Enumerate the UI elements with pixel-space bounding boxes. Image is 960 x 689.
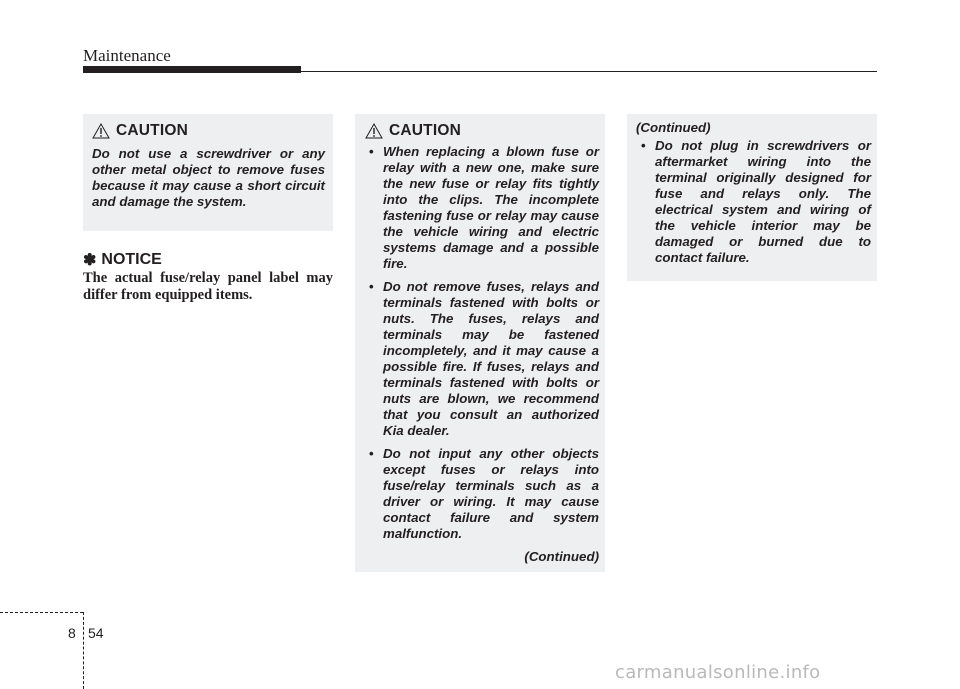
chapter-number: 8 — [68, 625, 76, 641]
caution-bullet-list — [361, 144, 599, 542]
list-item: • Do not input any other objects except fuses or relays into fuse/relay terminals such as a driver or wiring. It may cause contact failure and system malfunction. — [361, 446, 599, 542]
continued-label: (Continued) — [636, 120, 711, 135]
footer-divider — [83, 612, 84, 689]
caution-bullet-list — [633, 138, 871, 266]
warning-triangle-icon — [92, 123, 110, 139]
footer-rule — [0, 612, 83, 613]
page-header-title: Maintenance — [83, 46, 171, 65]
asterisk-icon: ✽ — [83, 252, 97, 269]
caution-text: Do not use a screwdriver or any other metal object to remove fuses because it may cause a short circuit and damage the system. — [92, 146, 325, 209]
caution-box-screwdriver — [83, 114, 333, 231]
caution-box-fuse-replacement — [355, 114, 605, 572]
caution-box-continued — [627, 114, 877, 281]
continued-label: (Continued) — [524, 549, 599, 564]
caution-title: CAUTION — [389, 122, 462, 139]
header-rule — [301, 71, 877, 72]
watermark: carmanualsonline.info — [615, 662, 821, 683]
caution-title: CAUTION — [116, 122, 189, 139]
list-item: • When replacing a blown fuse or relay with a new one, make sure the new fuse or relay fits tightly into the clips. The incomplete fastening fuse or relay may cause the vehicle wiring and electric systems damage and a possible fire. — [361, 144, 599, 272]
caution-heading — [361, 122, 599, 140]
header-bar — [83, 66, 301, 73]
notice-text: The actual fuse/relay panel label may differ from equipped items. — [83, 270, 333, 303]
page-number: 54 — [88, 625, 104, 641]
notice-heading — [83, 250, 162, 270]
notice-title: NOTICE — [101, 251, 162, 268]
list-item: • Do not plug in screwdrivers or aftermarket wiring into the terminal originally designed for fuse and relays only. The electrical system and wiring of the vehicle interior may be damaged or burned due to contact failure. — [633, 138, 871, 266]
caution-heading — [92, 122, 325, 140]
list-item: • Do not remove fuses, relays and terminals fastened with bolts or nuts. The fuses, relays and terminals may be fastened incompletely, and it may cause a possible fire. If fuses, relays and terminals fastened with bolts or nuts are blown, we recommend that you consult an authorized Kia dealer. — [361, 279, 599, 439]
warning-triangle-icon — [365, 123, 383, 139]
